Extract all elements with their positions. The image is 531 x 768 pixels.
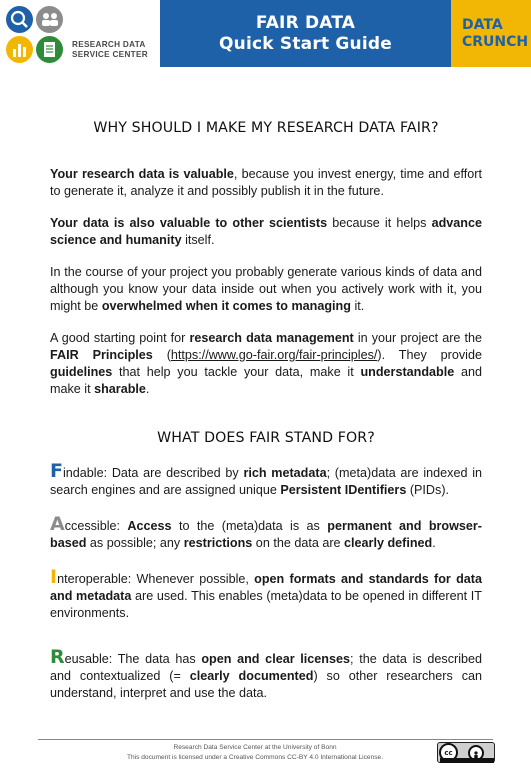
text: . [145,382,150,396]
reusable-item [50,646,483,702]
text: eusable: The data has [64,652,202,666]
bold-text: clearly documented [189,669,314,683]
paragraph-fair-principles [50,330,482,398]
cc-by-badge-icon[interactable] [437,742,495,763]
text: A good starting point for [50,331,190,345]
title-area [160,0,451,67]
text: itself. [181,233,215,247]
cc-icon: cc [439,743,458,762]
text: ; (meta)data are indexed in search engines and are assigned unique [50,466,483,497]
text: . [432,536,436,550]
bold-text: rich metadata [243,466,327,480]
title-line2: Quick Start Guide [219,33,392,54]
footer-line2: This document is licensed under a Creative Commons CC-BY 4.0 International License. [126,754,384,761]
bold-text: Access [127,519,172,533]
text: , because you invest energy, time and effort to generate it, analyze it and possibly publish it in the future. [50,167,482,198]
text: as possible; any [86,536,184,550]
footer-line1: Research Data Service Center at the University of Bonn [173,744,337,751]
footer-text [90,743,420,763]
text: ; the data is described and contextualized (= [50,652,483,683]
paragraph-valuable [50,166,482,200]
footer-divider [38,739,493,740]
paragraph-other-scientists [50,215,482,249]
bold-text: clearly defined [344,536,433,550]
letter-r: R [50,646,65,668]
bold-text: permanent and browser-based [50,519,483,550]
text: on the data are [252,536,345,550]
section2-heading: WHAT DOES FAIR STAND FOR? [157,430,375,446]
text: that help you tackle your data, make it [112,365,361,379]
text: ). They provide [377,348,482,362]
accessible-item [50,513,483,552]
text: In the course of your project you probably generate various kinds of data and although you know your data inside out when you actively work with it, you might be [50,265,482,313]
by-strip [440,758,494,763]
text: ) so other researchers can understand, interpret and use the data. [50,669,482,700]
badge-line1: DATA [462,16,503,33]
rdsc-logo [0,0,160,67]
bold-text: Your data is also valuable to other scientists [50,216,328,230]
bold-text: Your research data is valuable [50,167,234,181]
letter-i: I [50,566,58,588]
bold-text: Persistent IDentifiers [280,483,407,497]
letter-a: A [50,513,65,535]
bold-text: open formats and standards for data and metadata [50,572,482,603]
logo-text-line2: SERVICE CENTER [72,50,148,59]
text: ccessible: [64,519,128,533]
bold-text: understandable [360,365,455,379]
bold-text: research data management [189,331,354,345]
paragraph-overwhelmed [50,264,482,315]
text: nteroperable: Whenever possible, [57,572,255,586]
bold-text: overwhelmed when it comes to managing [101,299,351,313]
text: and make it [50,365,482,396]
header-banner [0,0,531,67]
bold-text: open and clear licenses [201,652,351,666]
logo-text [72,40,148,60]
fair-principles-link[interactable]: https://www.go-fair.org/fair-principles/ [170,348,378,362]
interoperable-item [50,566,482,622]
letter-f: F [50,460,63,482]
text: ( [152,348,171,362]
main-content [50,120,482,702]
badge-line2: CRUNCH [462,33,529,50]
bold-text: sharable [94,382,146,396]
document-icon [36,36,63,63]
section1-heading: WHY SHOULD I MAKE MY RESEARCH DATA FAIR? [93,120,439,136]
magnifier-icon [6,6,33,33]
logo-text-line1: RESEARCH DATA [72,40,146,49]
people-icon [36,6,63,33]
logo-icons [6,6,66,64]
data-crunch-badge [451,0,531,67]
bold-text: guidelines [50,365,113,379]
bold-text: advance science and humanity [50,216,482,247]
text: (PIDs). [406,483,450,497]
text: indable: Data are described by [62,466,244,480]
findable-item [50,460,483,499]
text: are used. This enables (meta)data to be opened in different IT environments. [50,589,482,620]
bar-chart-icon [6,36,33,63]
text: it. [350,299,365,313]
text: because it helps [327,216,432,230]
bold-text: FAIR Principles [50,348,153,362]
title-line1: FAIR DATA [255,12,356,33]
text: in your project are the [353,331,482,345]
bold-text: restrictions [183,536,253,550]
text: to the (meta)data is as [171,519,328,533]
